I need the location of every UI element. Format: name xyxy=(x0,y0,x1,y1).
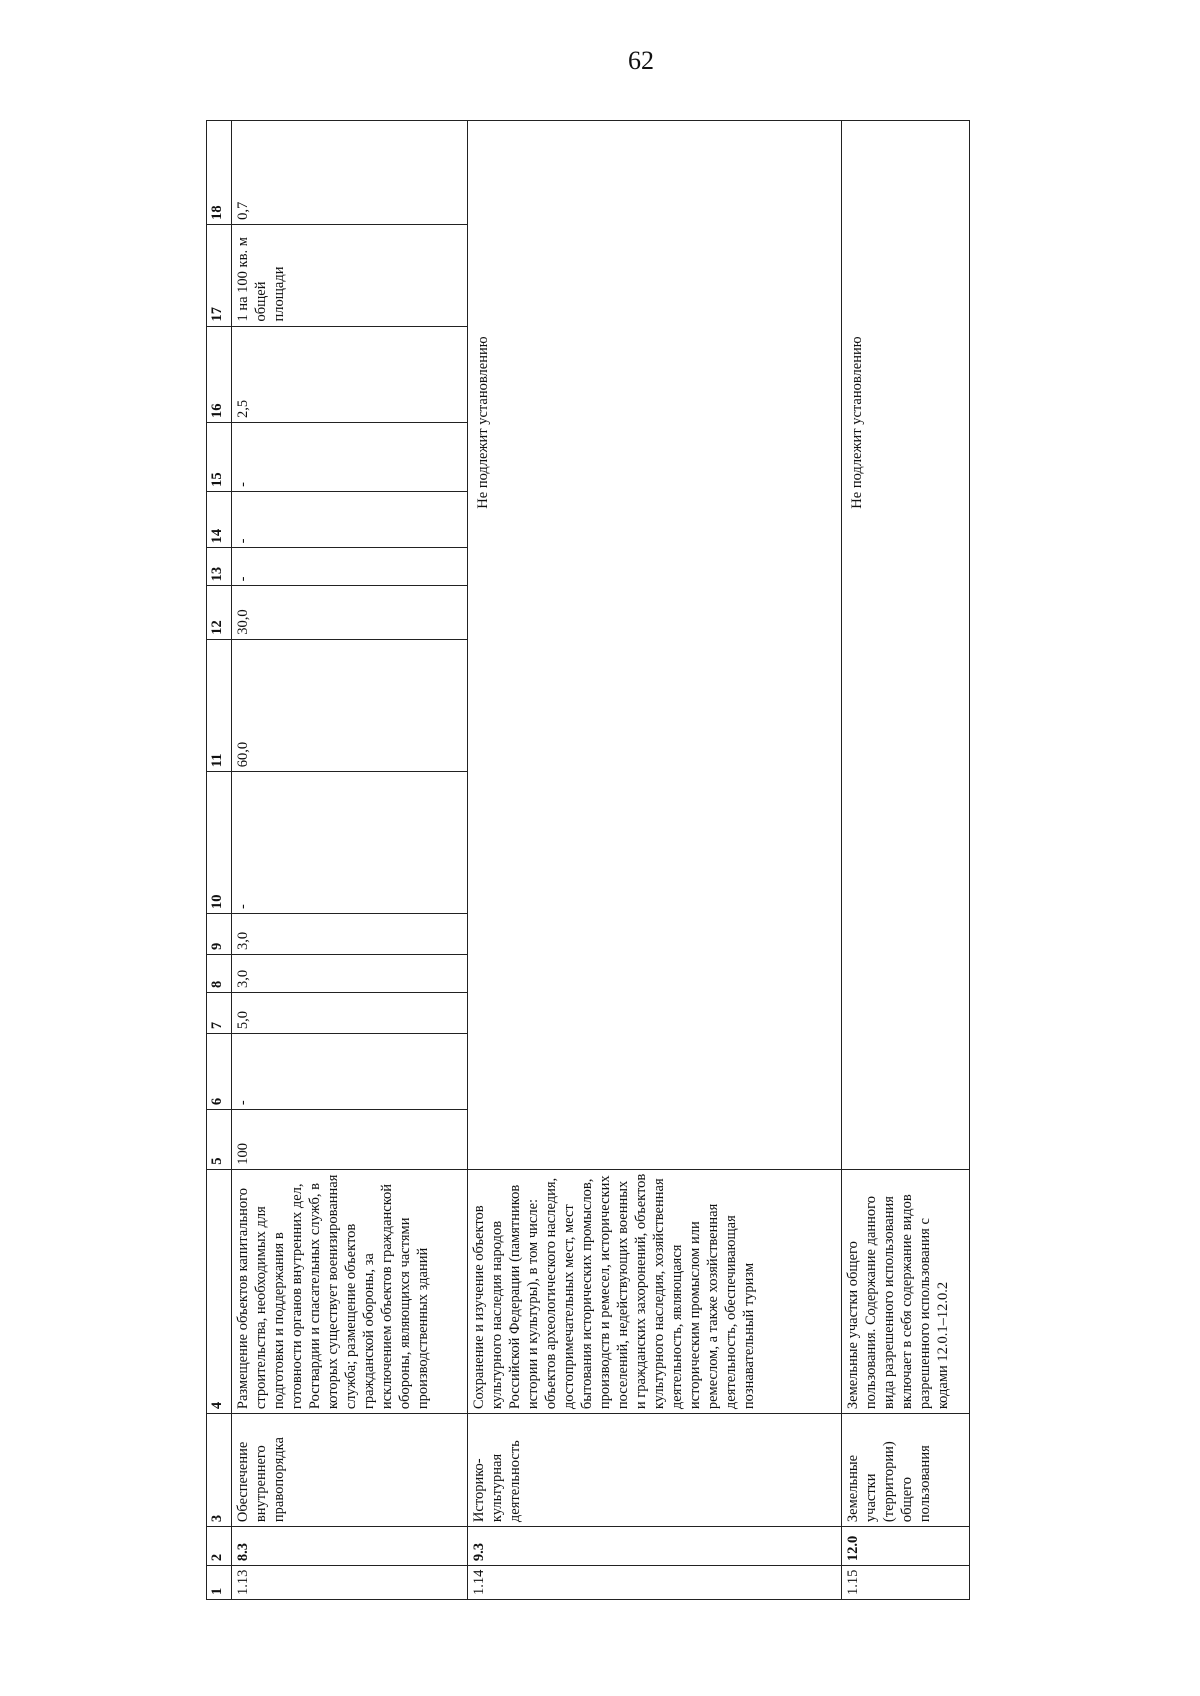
value-cell: 100 xyxy=(232,1110,468,1170)
col-header: 7 xyxy=(207,993,232,1034)
use-name: Историко-культурная деятельность xyxy=(468,1414,842,1527)
col-header: 4 xyxy=(207,1169,232,1413)
value-cell: - xyxy=(232,423,468,492)
col-header: 9 xyxy=(207,913,232,954)
col-header: 16 xyxy=(207,326,232,423)
rotated-table-container xyxy=(206,120,976,1600)
col-header: 8 xyxy=(207,955,232,993)
use-name: Обеспечение внутреннего правопорядка xyxy=(232,1414,468,1527)
value-cell: 5,0 xyxy=(232,993,468,1034)
value-cell: 3,0 xyxy=(232,913,468,954)
row-number: 1.14 xyxy=(468,1566,842,1600)
use-description: Сохранение и изучение объектов культурного наследия народов Российской Федерации (памятников истории и культуры), в том числе: объектов археологического наследия, достопримечательных мест, мест бытования исторических промыслов, производств и ремесел, исторических поселений, недействующих военных и гражданских захоронений, объектов культурного наследия, хозяйственная деятельность, являющаяся историческим промыслом или ремеслом, а также хозяйственная деятельность, обеспечивающая познавательный туризм xyxy=(468,1169,842,1413)
col-header: 12 xyxy=(207,586,232,639)
use-name: Земельные участки (территории) общего пользования xyxy=(842,1414,970,1527)
table-row xyxy=(468,121,842,1600)
col-header: 14 xyxy=(207,491,232,547)
col-header: 5 xyxy=(207,1110,232,1170)
not-applicable-note: Не подлежит установлению xyxy=(842,121,970,1170)
value-cell: 30,0 xyxy=(232,586,468,639)
header-row xyxy=(207,121,232,1600)
col-header: 6 xyxy=(207,1034,232,1110)
col-header: 11 xyxy=(207,639,232,771)
col-header: 2 xyxy=(207,1527,232,1566)
col-header: 10 xyxy=(207,772,232,914)
value-cell: - xyxy=(232,548,468,586)
value-cell: 60,0 xyxy=(232,639,468,771)
value-cell: 0,7 xyxy=(232,121,468,225)
use-code: 12.0 xyxy=(842,1527,970,1566)
zoning-regulations-table xyxy=(206,120,970,1600)
page-number: 62 xyxy=(628,46,654,75)
use-description: Земельные участки общего пользования. Содержание данного вида разрешенного использования включает в себя содержание видов разрешенного использования с кодами 12.0.1–12.0.2 xyxy=(842,1169,970,1413)
col-header: 17 xyxy=(207,224,232,326)
row-number: 1.13 xyxy=(232,1566,468,1600)
value-cell: - xyxy=(232,772,468,914)
value-cell: 1 на 100 кв. м общей площади xyxy=(232,224,468,326)
col-header: 1 xyxy=(207,1566,232,1600)
col-header: 18 xyxy=(207,121,232,225)
col-header: 3 xyxy=(207,1414,232,1527)
value-cell: 2,5 xyxy=(232,326,468,423)
col-header: 13 xyxy=(207,548,232,586)
not-applicable-note: Не подлежит установлению xyxy=(468,121,842,1170)
col-header: 15 xyxy=(207,423,232,492)
use-code: 8.3 xyxy=(232,1527,468,1566)
value-cell: - xyxy=(232,491,468,547)
use-code: 9.3 xyxy=(468,1527,842,1566)
use-description: Размещение объектов капитального строительства, необходимых для подготовки и поддержания в готовности органов внутренних дел, Росгвардии и спасательных служб, в которых существует военизированная служба; размещение объектов гражданской обороны, за исключением объектов гражданской обороны, являющихся частями производственных зданий xyxy=(232,1169,468,1413)
table-row xyxy=(842,121,970,1600)
table-row xyxy=(232,121,468,1600)
value-cell: - xyxy=(232,1034,468,1110)
value-cell: 3,0 xyxy=(232,955,468,993)
row-number: 1.15 xyxy=(842,1566,970,1600)
